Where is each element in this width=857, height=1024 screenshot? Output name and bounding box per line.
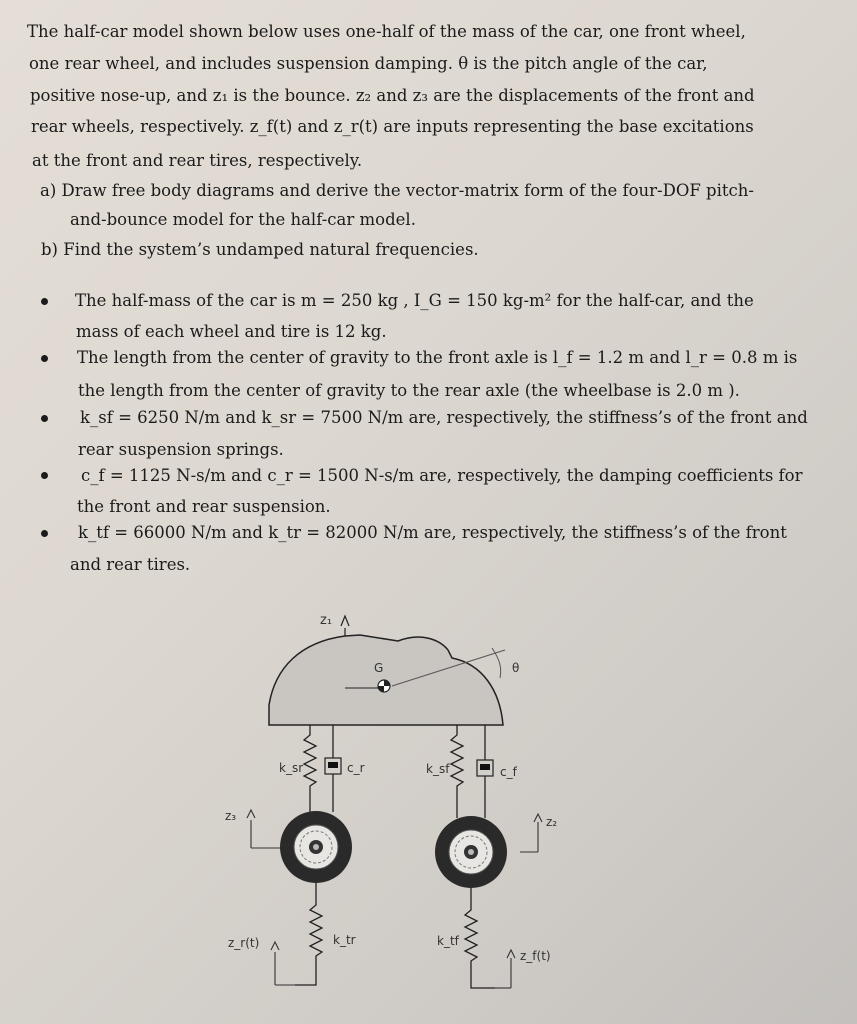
bullet-3-line-1: k_sf = 6250 N/m and k_sr = 7500 N/m are, respectively, the stiffness’s of the front and (80, 408, 808, 427)
theta-label: θ (512, 661, 520, 675)
z3-label: z₃ (225, 809, 237, 823)
rear-suspension-spring (304, 725, 316, 812)
z1-label: z₁ (320, 613, 333, 628)
intro-line-4: rear wheels, respectively. z_f(t) and z_r(t) are inputs representing the base excitations (31, 117, 754, 136)
bullet-4-line-2: the front and rear suspension. (77, 497, 331, 516)
intro-line-1: The half-car model shown below uses one-half of the mass of the car, one front wheel, (27, 22, 746, 41)
front-damper (477, 725, 493, 818)
rear-damper (325, 725, 341, 812)
rear-input-label: z_r(t) (228, 936, 260, 950)
front-spring-label: k_sf (426, 762, 450, 776)
front-tire-label: k_tf (437, 934, 459, 948)
part-b-line: b) Find the system’s undamped natural frequencies. (41, 240, 479, 259)
cg-label: G (374, 661, 384, 675)
bullet-5-line-2: and rear tires. (70, 555, 191, 574)
bullet-4-line-1: c_f = 1125 N-s/m and c_r = 1500 N-s/m are, respectively, the damping coefficients for (81, 466, 803, 485)
intro-line-5: at the front and rear tires, respectively. (32, 151, 363, 170)
z2-label: z₂ (546, 815, 558, 829)
intro-line-3: positive nose-up, and z₁ is the bounce. z₂ and z₃ are the displacements of the front and (30, 86, 755, 105)
rear-damper-label: c_r (347, 761, 365, 775)
front-wheel-icon (435, 816, 507, 888)
rear-wheel-icon (280, 811, 352, 883)
rear-spring-label: k_sr (279, 761, 304, 775)
bullet-1-line-2: mass of each wheel and tire is 12 kg. (76, 322, 387, 341)
front-input-label: z_f(t) (520, 949, 551, 963)
rear-tire-spring (295, 883, 322, 985)
front-tire-spring (465, 888, 495, 988)
rear-tire-label: k_tr (333, 933, 356, 947)
center-of-gravity-icon (378, 680, 390, 692)
part-a-line-1: a) Draw free body diagrams and derive the vector-matrix form of the four-DOF pitch- (40, 181, 754, 200)
bullet-5-line-1: k_tf = 66000 N/m and k_tr = 82000 N/m are, respectively, the stiffness’s of the front (78, 523, 787, 542)
front-damper-label: c_f (500, 765, 517, 779)
bullet-2-line-1: The length from the center of gravity to the front axle is l_f = 1.2 m and l_r = 0.8 m is (77, 348, 798, 367)
front-suspension-spring (451, 725, 463, 818)
intro-line-2: one rear wheel, and includes suspension damping. θ is the pitch angle of the car, (29, 54, 708, 73)
part-a-line-2: and-bounce model for the half-car model. (70, 210, 416, 229)
bullet-3-line-2: rear suspension springs. (78, 440, 284, 459)
bullet-1-line-1: The half-mass of the car is m = 250 kg , I_G = 150 kg-m² for the half-car, and the (75, 291, 754, 310)
bullet-2-line-2: the length from the center of gravity to the rear axle (the wheelbase is 2.0 m ). (78, 381, 740, 400)
